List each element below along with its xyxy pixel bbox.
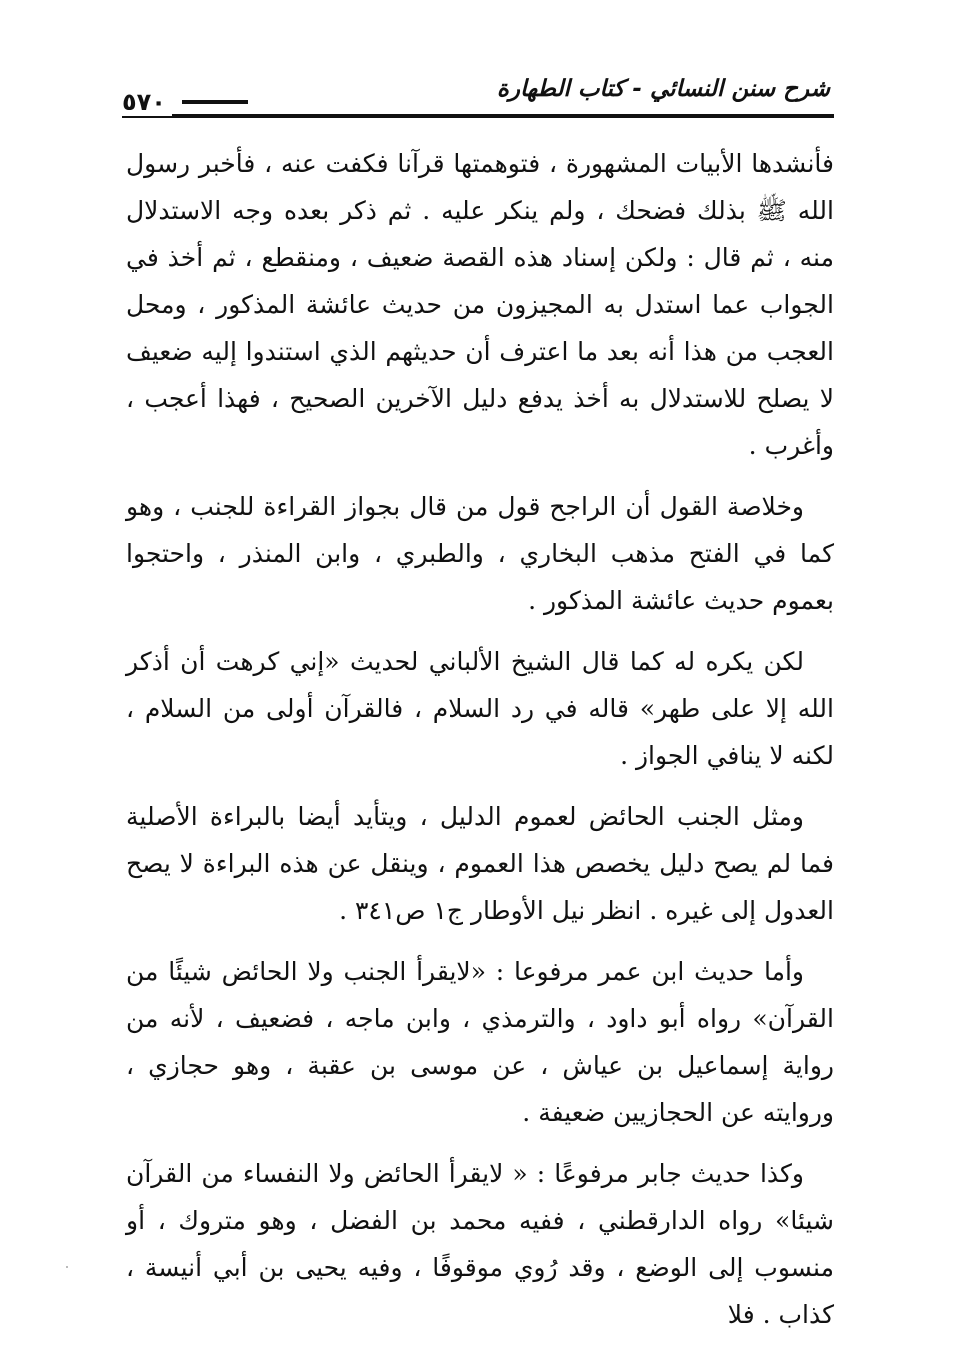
- paragraph: فأنشدها الأبيات المشهورة ، فتوهمتها قرآنا فكفت عنه ، فأخبر رسول الله ﷺ بذلك فضحك ، ولم ينكر عليه . ثم ذكر بعده وجه الاستدلال منه ، ثم قال : ولكن إسناد هذه القصة ضعيف ، ومنقطع ، ثم أخذ في الجواب عما استدل به المجيزون من حديث عائشة المذكور ، ومحل العجب من هذا أنه بعد ما اعترف أن حديثهم الذي استندوا إليه ضعيف لا يصلح للاستدلال به أخذ يدفع دليل الآخرين الصحيح ، فهذا أعجب ، وأغرب .: [126, 149, 834, 460]
- paragraph: لكن يكره له كما قال الشيخ الألباني لحديث «إني كرهت أن أذكر الله إلا على طهر» قاله في رد السلام ، فالقرآن أولى من السلام ، لكنه لا ينافي الجواز .: [126, 647, 834, 770]
- paragraph: وخلاصة القول أن الراجح قول من قال بجواز القراءة للجنب ، وهو كما في الفتح مذهب البخاري ، والطبري ، وابن المنذر ، واحتجوا بعموم حديث عائشة المذكور .: [126, 492, 834, 615]
- paragraph: ومثل الجنب الحائض لعموم الدليل ، ويتأيد أيضا بالبراءة الأصلية فما لم يصح دليل يخصص هذا العموم ، وينقل عن هذه البراءة لا يصح العدول إلى غيره . انظر نيل الأوطار ج١ ص٣٤١ .: [126, 802, 834, 925]
- scan-speck: [66, 1266, 68, 1268]
- paragraph: وأما حديث ابن عمر مرفوعا : «لايقرأ الجنب ولا الحائض شيئًا من القرآن» رواه أبو داود ، والترمذي ، وابن ماجه ، فضعيف ، لأنه من رواية إسماعيل بن عياش ، عن موسى بن عقبة ، وهو حجازي ، وروايته عن الحجازيين ضعيفة .: [126, 957, 834, 1127]
- page-header: [122, 74, 834, 124]
- page-number-area: [122, 88, 254, 116]
- page-number-dash: [182, 100, 248, 104]
- main-text: [126, 140, 834, 1352]
- running-title: شرح سنن النسائي - كتاب الطهارة: [496, 76, 830, 102]
- page-number: ٥٧٠: [122, 88, 172, 116]
- paragraph: وكذا حديث جابر مرفوعًا : « لايقرأ الحائض ولا النفساء من القرآن شيئا» رواه الدارقطني ، ففيه محمد بن الفضل ، وهو متروك ، أو منسوب إلى الوضع ، وقد رُوي موقوفًا ، وفيه يحيى بن أبي أنيسة ، كذاب . فلا: [126, 1159, 834, 1329]
